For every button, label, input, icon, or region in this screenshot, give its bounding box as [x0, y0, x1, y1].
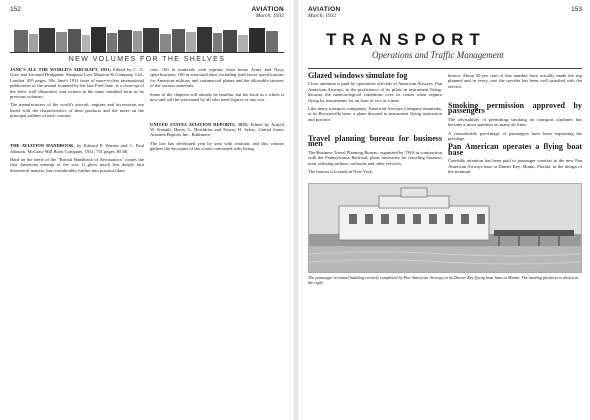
photo-caption: The passenger terminal building recently completed by Pan American Airways at its Dinner Key flying boat base at Miami. The landing platform is shown at the right. [308, 275, 579, 286]
right-columns [308, 73, 582, 177]
jane-review-body: Edited by C. G. Grey and Leonard Bridgman. Sampson Low Marston & Company, Ltd., London. 495 pages, 30s. Jane's 1931 issue of more-or-less international publication of the annual founded by the late Fred Jane, is a close-up of the field, well illustrated, and written in the same standard form as its previous volumes. [10, 67, 144, 100]
jane-review-title: JANE'S ALL THE WORLD'S AIRCRAFT, 1931; [10, 67, 112, 72]
travel-bureau-continued: button. About 20 per cent of this number have actually made the trip planned and in every case the traveler has been well satisfied with the service. [448, 73, 582, 89]
aviation-handbook-body-2: Hard on the heels of the "British Handbook of Aeronautics" comes the first American attempt of the sort. It gives much less deeply into theoretical matters, but considerably further into practical data. [10, 157, 144, 173]
left-page [0, 0, 292, 420]
travel-bureau-body: The Business Travel Planning Bureau, organized by TWA in conjunction with the Pennsylvania Railroad, plans itineraries for traveling business men, utilizing airlines, railroads and other services. [308, 149, 442, 166]
left-page-number: 152 [10, 6, 21, 13]
fog-article-body: Close attention is paid by operations officials of American Airways, Pan American Airways, to the proficiency of its pilots in instrument flying, because the meteorological conditions over its routes often require flying by instruments for an hour or two at a time. [308, 81, 442, 103]
right-page-header [308, 6, 582, 24]
page-gutter [294, 0, 298, 420]
aviation-reports-review [150, 122, 284, 138]
fog-article-heading: Glazed windows simulate fog [308, 71, 408, 80]
left-column-2 [150, 67, 284, 176]
section-title: TRANSPORT [326, 30, 486, 49]
shelf-section-title: NEW VOLUMES FOR THE SHELVES [68, 56, 226, 63]
left-columns [10, 67, 284, 176]
right-column-1 [308, 73, 442, 177]
flying-boat-heading: Pan American operates a flying boat base [448, 142, 582, 157]
jane-review [10, 67, 144, 99]
section-subtitle: Operations and Traffic Management [372, 50, 504, 60]
handbook-comment: Some of the chapters will already be familiar, but the book as a whole is new and will be welcomed by all who need figures of any sort. [150, 91, 284, 103]
aviation-handbook-title: THE AVIATION HANDBOOK, [10, 143, 75, 149]
terminal-building-photo [308, 183, 582, 273]
right-issue-date: March, 1932 [308, 13, 337, 19]
right-page-number: 153 [571, 6, 582, 13]
aviation-reports-body: Edited by Arnold W. Knauth, Henry G. Hotchkiss and Emery H. Sykes. United States Aviation Reports Inc., Baltimore. [150, 121, 284, 138]
right-magazine-name: AVIATION [308, 6, 341, 13]
travel-bureau-heading: Travel planning bureau for business men [308, 134, 442, 149]
section-rule [308, 68, 582, 69]
left-issue-date: March, 1932 [255, 13, 284, 19]
right-page [300, 0, 590, 420]
flying-boat-body: Carefully attention has been paid to passenger comfort in the new Pan American Airways base at Dinner Key, Miami, Florida, in the design of the terminal. [448, 158, 582, 175]
aviation-handbook-review [10, 143, 144, 154]
right-column-2 [448, 73, 582, 177]
left-column-1 [10, 67, 144, 176]
smoking-body-2: A considerable percentage of passengers have been requesting the privilege. [448, 130, 582, 142]
aviation-reports-title: UNITED STATES AVIATION REPORTS, 1931; [150, 121, 249, 127]
aviation-handbook-body: by Edward P. Warner and C. Paul Johnson. McGraw-Hill Book Company, 1931; 731 pages, $5.00. [10, 143, 145, 154]
fog-article-body-2: Like many transport companies, American Airways Company maintains, at its Brownsville base, a plane devoted to instrument flying instruction and practice. [308, 106, 442, 122]
smoking-body: The advisability of permitting smoking on transport airplanes has become a moot question on many air lines. [448, 116, 582, 128]
bookshelf-illustration [10, 26, 284, 53]
travel-bureau-body-2: The bureau is located in New York. [308, 169, 374, 175]
left-magazine-name: AVIATION [251, 6, 284, 13]
aviation-reports-body-2: The law has developed year by year with aviation, and this volume gathers the decisions of the courts concerned with flying. [150, 140, 284, 152]
handbook-contents: cent, 100 in materials with reprints from home Army and Navy specifications, 100 in structural data, including load factor specifications for American military and commercial planes and the allowable stresses of the various materials. [150, 67, 284, 89]
smoking-heading: Smoking permission approved by passengers [448, 101, 582, 116]
left-page-header [10, 6, 284, 24]
jane-review-body-2: The manufacturers of the world's aircraft, engines and accessories are listed with the characteristics of their products and the notes on the principal airlines of each country. [10, 102, 144, 119]
